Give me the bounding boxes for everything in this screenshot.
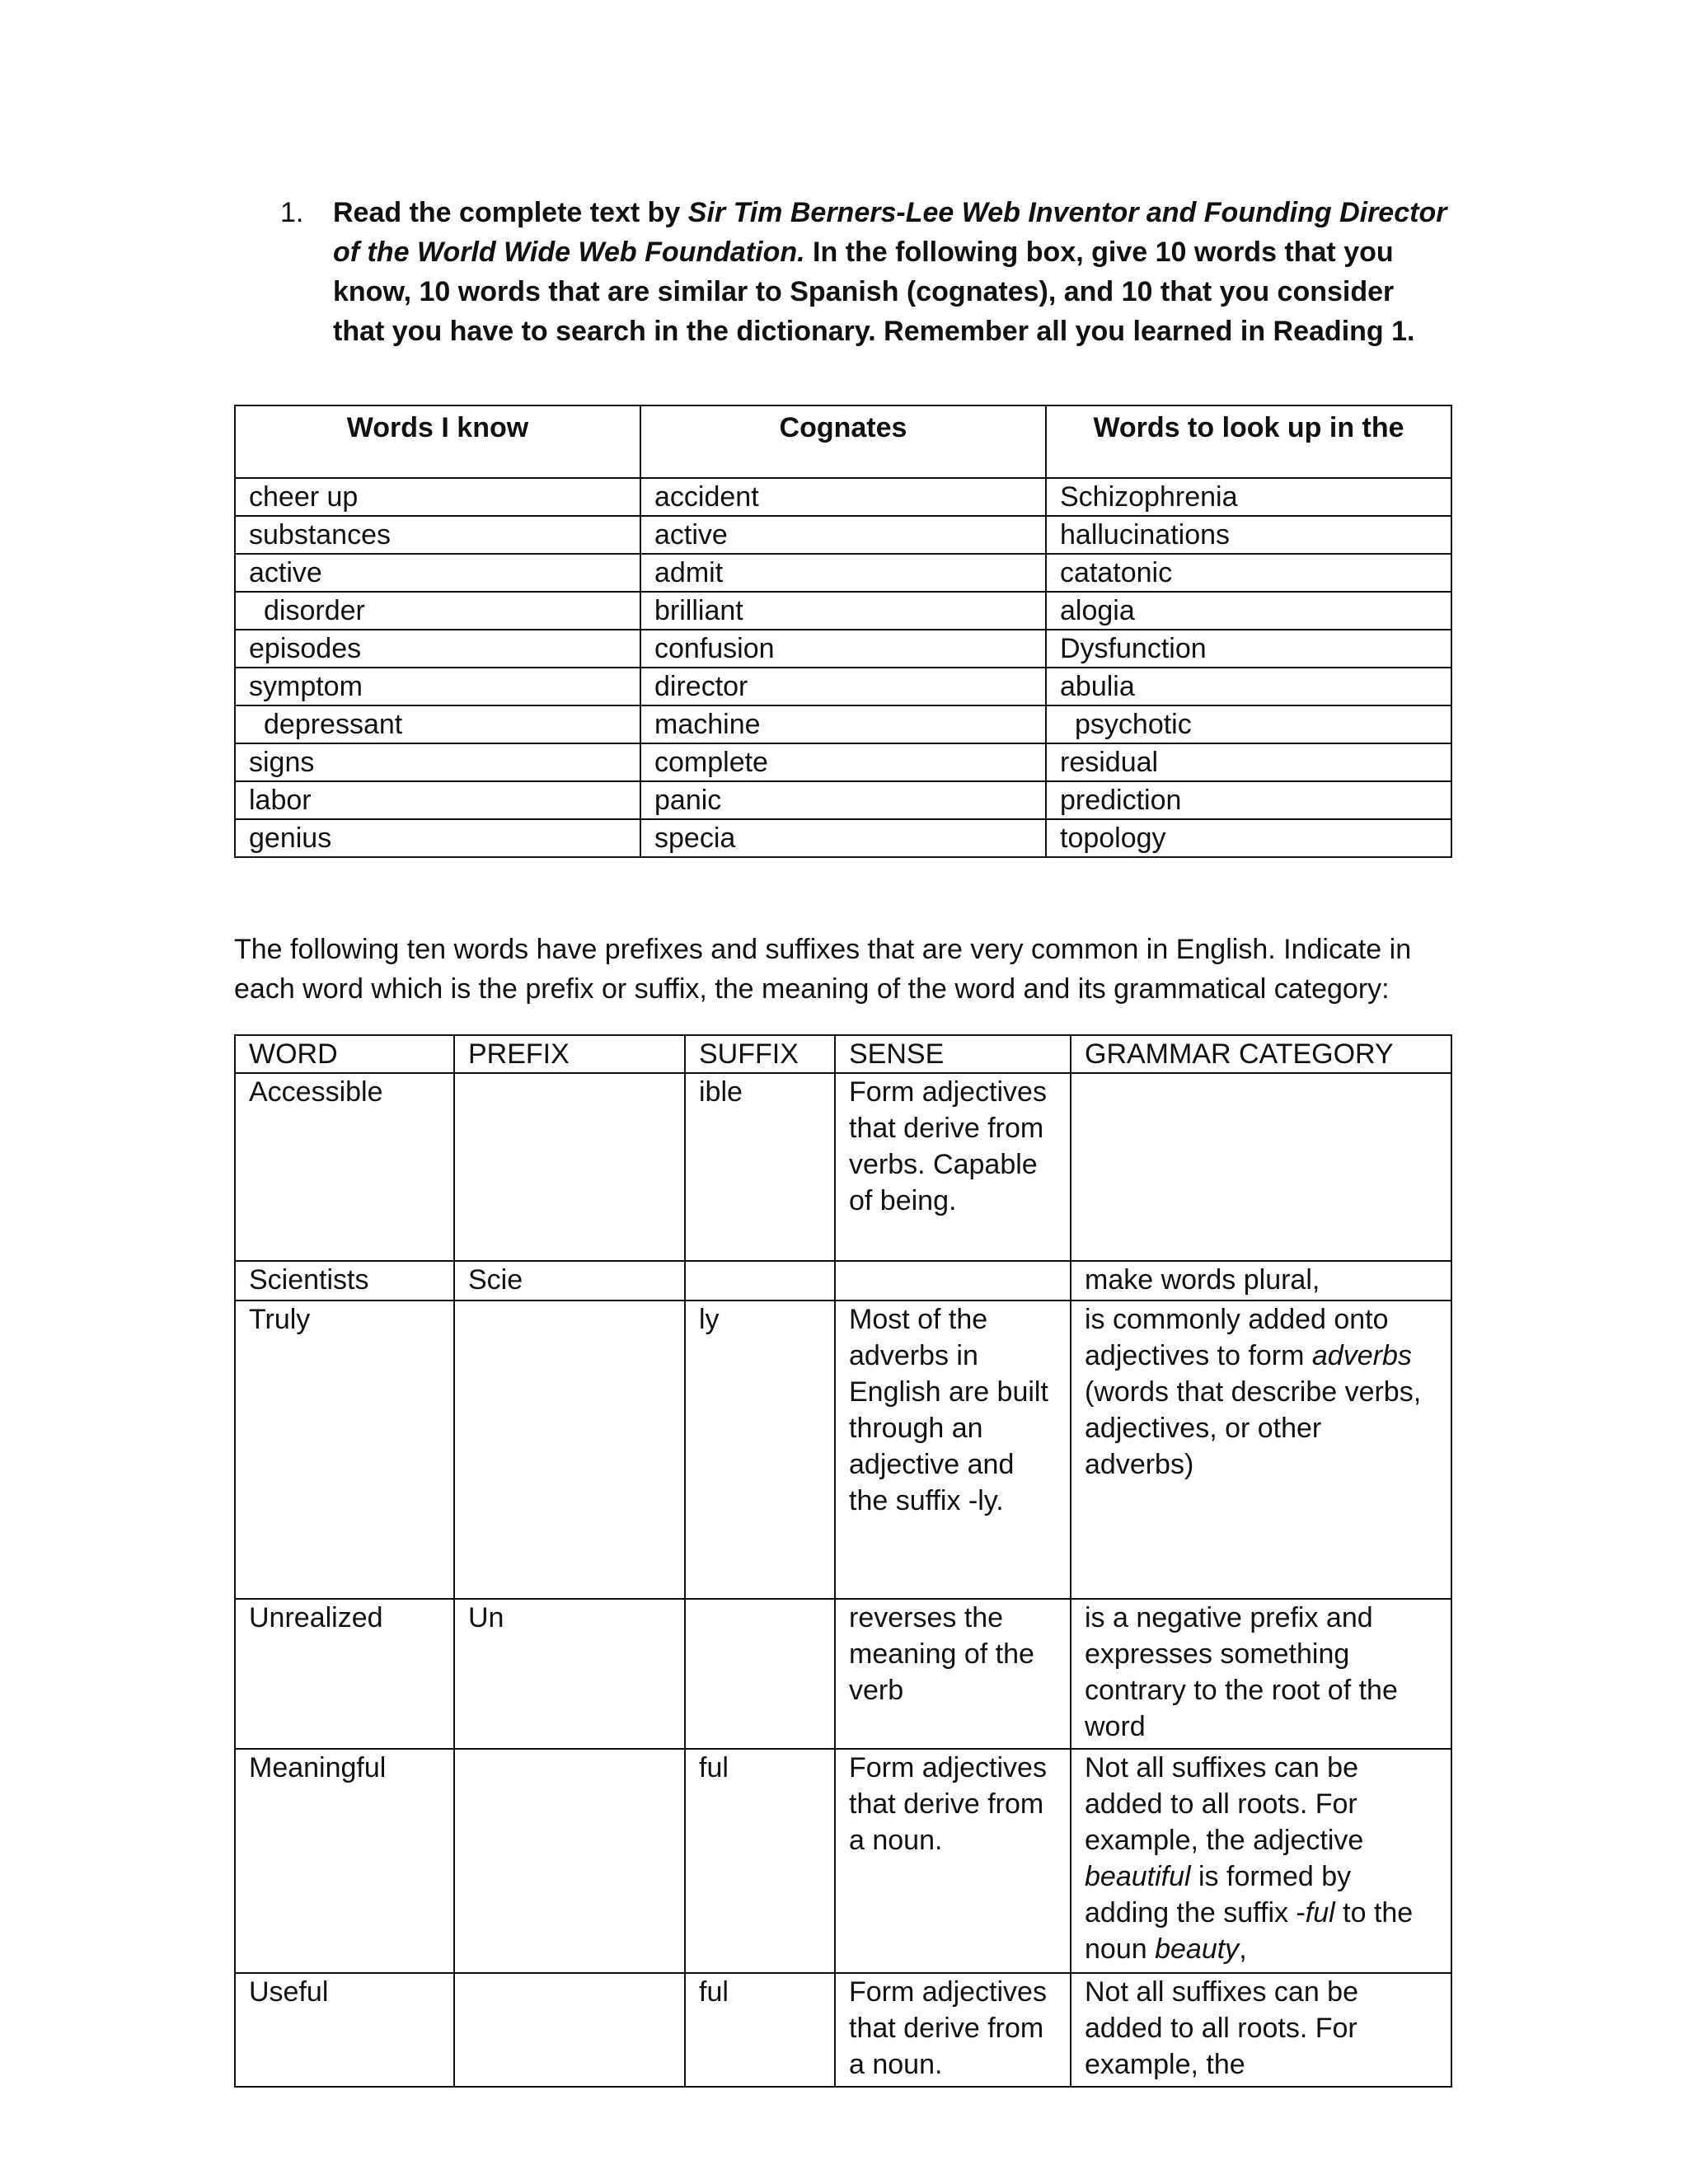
grammar-cell: Not all suffixes can be added to all roots. For example, the bbox=[1071, 1973, 1451, 2087]
cognate-word: brilliant bbox=[640, 592, 1046, 630]
header-words-to-look-up: Words to look up in the bbox=[1046, 405, 1451, 478]
table-row bbox=[235, 1073, 1451, 1261]
known-word: signs bbox=[235, 743, 640, 781]
header-cognates: Cognates bbox=[640, 405, 1046, 478]
grammar-text-b: (words that describe verbs, adjectives, or other adverbs) bbox=[1085, 1376, 1422, 1480]
table-row bbox=[235, 1973, 1451, 2087]
sense-cell: Form adjectives that derive from a noun. bbox=[835, 1749, 1071, 1973]
suffix-cell: ible bbox=[685, 1073, 835, 1261]
sense-cell: Form adjectives that derive from a noun. bbox=[835, 1973, 1071, 2087]
instruction-number: 1. bbox=[280, 197, 304, 228]
lookup-word: abulia bbox=[1046, 668, 1451, 705]
grammar-emphasis: adverbs bbox=[1311, 1340, 1412, 1371]
grammar-emphasis: ful bbox=[1305, 1897, 1335, 1929]
known-word: symptom bbox=[235, 668, 640, 705]
header-sense: SENSE bbox=[835, 1035, 1071, 1073]
instruction-part2: In the following box, give 10 words that you know, 10 words that are similar to Spanish (cognates), and 10 that you consider that you have to search in the dictionary. Remember all you learned in Reading 1. bbox=[333, 237, 1415, 347]
word-cell: Unrealized bbox=[235, 1599, 454, 1749]
cognate-word: director bbox=[640, 668, 1046, 705]
table-row bbox=[235, 630, 1451, 668]
sense-cell: reverses the meaning of the verb bbox=[835, 1599, 1071, 1749]
prefix-cell: Scie bbox=[454, 1261, 685, 1301]
cognate-word: confusion bbox=[640, 630, 1046, 668]
grammar-cell bbox=[1071, 1301, 1451, 1599]
known-word: episodes bbox=[235, 630, 640, 668]
lookup-word: prediction bbox=[1046, 781, 1451, 819]
cognate-word: admit bbox=[640, 554, 1046, 592]
suffix-cell: ful bbox=[685, 1973, 835, 2087]
table-row bbox=[235, 478, 1451, 516]
word-cell: Meaningful bbox=[235, 1749, 454, 1973]
suffix-cell bbox=[685, 1261, 835, 1301]
cognate-word: accident bbox=[640, 478, 1046, 516]
instruction-author: Sir Tim Berners-Lee Web Inventor and Founding Director of the World Wide Web Foundation. bbox=[333, 197, 1447, 268]
cognate-word: panic bbox=[640, 781, 1046, 819]
known-word: active bbox=[235, 554, 640, 592]
word-cell: Scientists bbox=[235, 1261, 454, 1301]
table-row bbox=[235, 1599, 1451, 1749]
word-cell: Accessible bbox=[235, 1073, 454, 1261]
grammar-cell bbox=[1071, 1073, 1451, 1261]
prefix-cell bbox=[454, 1073, 685, 1261]
instruction-part1: Read the complete text by bbox=[333, 197, 688, 228]
lookup-word: psychotic bbox=[1046, 705, 1451, 743]
table-row bbox=[235, 1261, 1451, 1301]
table-row bbox=[235, 592, 1451, 630]
lookup-word: hallucinations bbox=[1046, 516, 1451, 554]
grammar-cell bbox=[1071, 1749, 1451, 1973]
grammar-text-a: Not all suffixes can be added to all roots. For example, the adjective bbox=[1085, 1752, 1364, 1856]
prefix-cell bbox=[454, 1749, 685, 1973]
instruction-text bbox=[333, 193, 1451, 351]
grammar-text-a: is commonly added onto adjectives to form bbox=[1085, 1304, 1389, 1371]
sense-cell bbox=[835, 1261, 1071, 1301]
cognate-word: machine bbox=[640, 705, 1046, 743]
grammar-emphasis: beauty bbox=[1155, 1933, 1240, 1965]
cognate-word: specia bbox=[640, 819, 1046, 857]
header-word: WORD bbox=[235, 1035, 454, 1073]
grammar-text-c: to the noun bbox=[1085, 1897, 1414, 1965]
cognate-word: active bbox=[640, 516, 1046, 554]
words-table bbox=[234, 405, 1452, 858]
suffix-cell bbox=[685, 1599, 835, 1749]
known-word: genius bbox=[235, 819, 640, 857]
affix-table-header bbox=[235, 1035, 1451, 1073]
table-row bbox=[235, 1301, 1451, 1599]
known-word: depressant bbox=[235, 705, 640, 743]
grammar-text-d: , bbox=[1239, 1933, 1247, 1965]
table-row bbox=[235, 1749, 1451, 1973]
table-row bbox=[235, 705, 1451, 743]
lookup-word: topology bbox=[1046, 819, 1451, 857]
table-row bbox=[235, 743, 1451, 781]
table-row bbox=[235, 819, 1451, 857]
lookup-word: alogia bbox=[1046, 592, 1451, 630]
prefix-cell bbox=[454, 1973, 685, 2087]
header-words-i-know: Words I know bbox=[235, 405, 640, 478]
lookup-word: catatonic bbox=[1046, 554, 1451, 592]
grammar-text-b: is formed by adding the suffix - bbox=[1085, 1861, 1352, 1929]
grammar-emphasis: beautiful bbox=[1085, 1861, 1191, 1892]
table-row bbox=[235, 668, 1451, 705]
suffix-cell: ful bbox=[685, 1749, 835, 1973]
prefix-cell: Un bbox=[454, 1599, 685, 1749]
table-row bbox=[235, 516, 1451, 554]
instruction-block bbox=[280, 193, 1451, 351]
known-word: cheer up bbox=[235, 478, 640, 516]
table-row bbox=[235, 554, 1451, 592]
cognate-word: complete bbox=[640, 743, 1046, 781]
prefix-cell bbox=[454, 1301, 685, 1599]
word-cell: Truly bbox=[235, 1301, 454, 1599]
known-word: labor bbox=[235, 781, 640, 819]
lookup-word: residual bbox=[1046, 743, 1451, 781]
known-word: disorder bbox=[235, 592, 640, 630]
table-row bbox=[235, 781, 1451, 819]
affix-table bbox=[234, 1034, 1452, 2088]
grammar-cell: make words plural, bbox=[1071, 1261, 1451, 1301]
word-cell: Useful bbox=[235, 1973, 454, 2087]
lookup-word: Dysfunction bbox=[1046, 630, 1451, 668]
known-word: substances bbox=[235, 516, 640, 554]
header-suffix: SUFFIX bbox=[685, 1035, 835, 1073]
header-grammar-category: GRAMMAR CATEGORY bbox=[1071, 1035, 1451, 1073]
sense-cell: Most of the adverbs in English are built through an adjective and the suffix -ly. bbox=[835, 1301, 1071, 1599]
sense-cell: Form adjectives that derive from verbs. Capable of being. bbox=[835, 1073, 1071, 1261]
affix-instructions-paragraph: The following ten words have prefixes and suffixes that are very common in English. Indicate in each word which is the prefix or suffix, the meaning of the word and its grammatical category: bbox=[234, 934, 1412, 1005]
suffix-cell: ly bbox=[685, 1301, 835, 1599]
lookup-word: Schizophrenia bbox=[1046, 478, 1451, 516]
grammar-cell: is a negative prefix and expresses something contrary to the root of the word bbox=[1071, 1599, 1451, 1749]
header-prefix: PREFIX bbox=[454, 1035, 685, 1073]
words-table-header bbox=[235, 405, 1451, 478]
